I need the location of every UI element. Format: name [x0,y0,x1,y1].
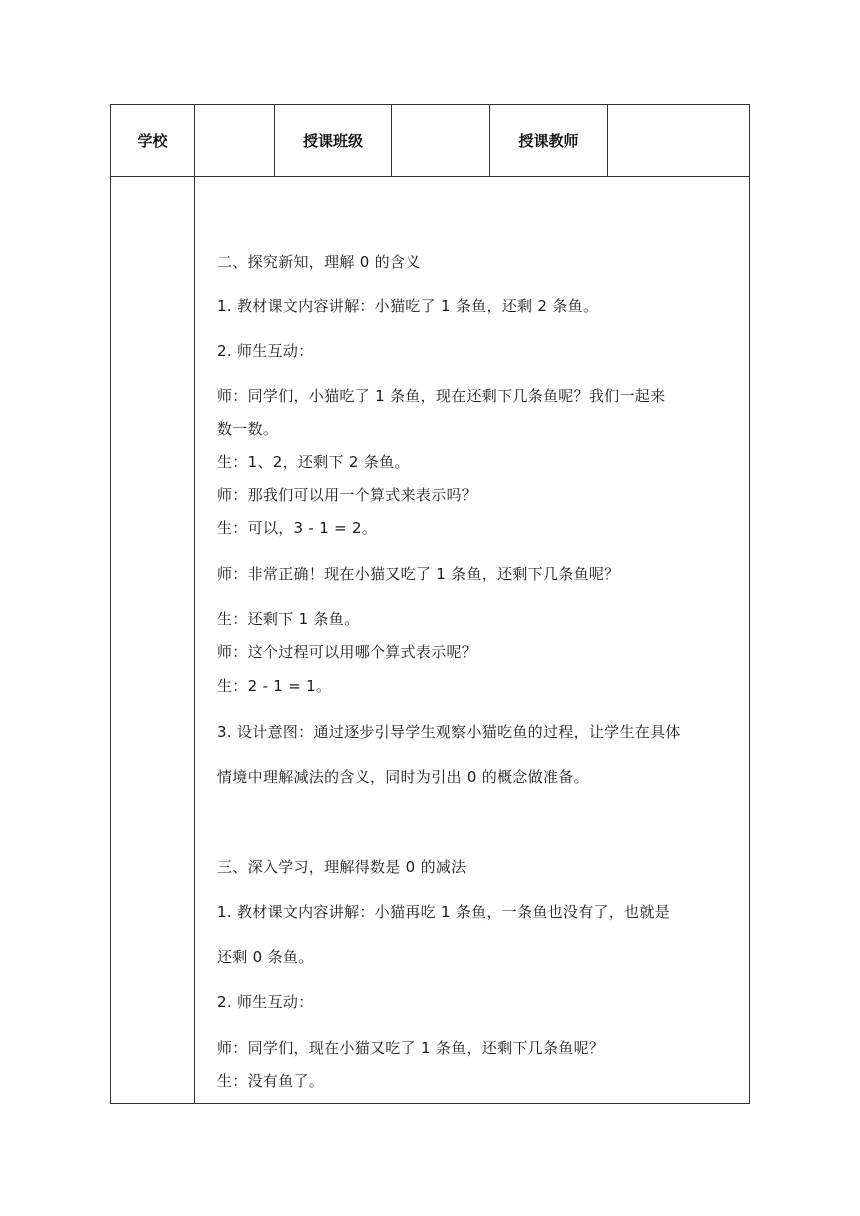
s2-student-line-3: 生：还剩下 1 条鱼。 [217,610,360,628]
s2-student-line-2: 生：可以，3 - 1 = 2。 [217,519,378,537]
s2-student-line-1: 生：1、2，还剩下 2 条鱼。 [217,453,410,471]
s3-paragraph-2: 2. 师生互动： [217,993,314,1011]
left-blank-column [111,177,195,1103]
s2-paragraph-3b: 情境中理解减法的含义，同时为引出 0 的概念做准备。 [217,768,589,786]
s2-teacher-line-3: 师：非常正确！现在小猫又吃了 1 条鱼，还剩下几条鱼呢？ [217,565,620,583]
class-value-cell [392,105,490,176]
school-label-cell: 学校 [111,105,195,176]
s2-teacher-line-4: 师：这个过程可以用哪个算式表示呢？ [217,643,478,661]
s2-paragraph-3a: 3. 设计意图：通过逐步引导学生观察小猫吃鱼的过程，让学生在具体 [217,723,681,741]
s3-paragraph-1a: 1. 教材课文内容讲解：小猫再吃 1 条鱼，一条鱼也没有了，也就是 [217,903,671,921]
teacher-value-cell [608,105,749,176]
s2-student-line-4: 生：2 - 1 = 1。 [217,677,332,695]
teacher-label-cell: 授课教师 [490,105,608,176]
s3-student-line-1: 生：没有鱼了。 [217,1072,325,1090]
s2-teacher-line-1a: 师：同学们，小猫吃了 1 条鱼，现在还剩下几条鱼呢？我们一起来 [217,387,666,405]
lesson-plan-table [110,104,750,1104]
s2-teacher-line-2: 师：那我们可以用一个算式来表示吗？ [217,486,478,504]
section-3-title: 三、深入学习，理解得数是 0 的减法 [217,858,467,876]
s3-teacher-line-1: 师：同学们，现在小猫又吃了 1 条鱼，还剩下几条鱼呢？ [217,1039,605,1057]
s2-teacher-line-1b: 数一数。 [217,420,279,438]
s2-paragraph-2: 2. 师生互动： [217,342,314,360]
table-header-row [111,105,749,177]
school-value-cell [195,105,275,176]
s3-paragraph-1b: 还剩 0 条鱼。 [217,948,314,966]
class-label-cell: 授课班级 [275,105,392,176]
section-2-title: 二、探究新知，理解 0 的含义 [217,253,421,271]
s2-paragraph-1: 1. 教材课文内容讲解：小猫吃了 1 条鱼，还剩 2 条鱼。 [217,297,599,315]
